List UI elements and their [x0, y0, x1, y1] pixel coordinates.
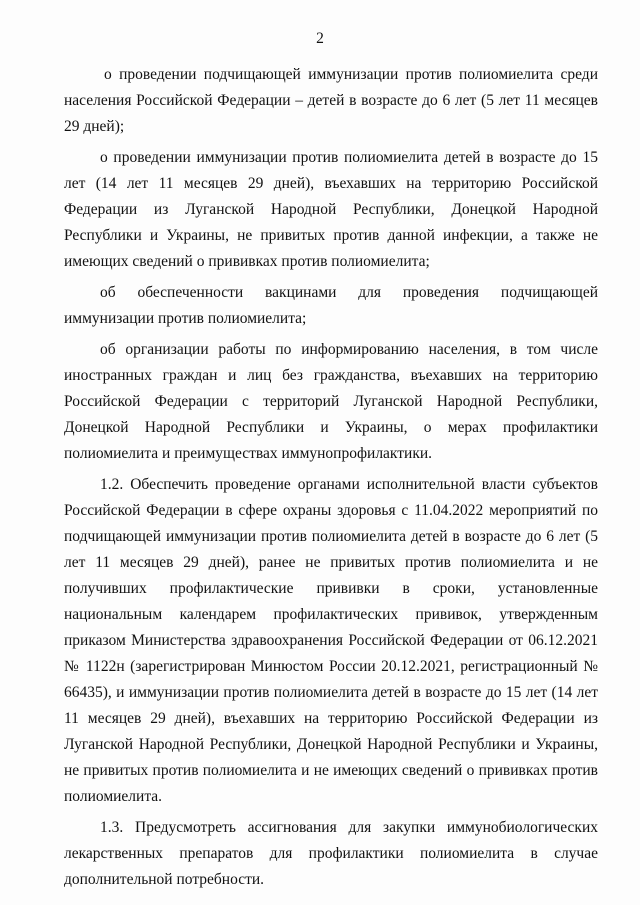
paragraph-vaccine-supply: об обеспеченности вакцинами для проведения подчищающей иммунизации против полиомиелита;: [64, 284, 598, 327]
paragraph-clause-1-2: 1.2. Обеспечить проведение органами исполнительной власти субъектов Российской Федерации в сфере охраны здоровья с 11.04.2022 мероприятий по подчищающей иммунизации против полиомиелита детей в возрасте до 6 лет (5 лет 11 месяцев 29 дней), ранее не привитых против полиомиелита и не получивших профилактические прививки в сроки, установленные национальным календарем профилактических прививок, утвержденным приказом Министерства здравоохранения Российской Федерации от 06.12.2021 № 1122н (зарегистрирован Минюстом России 20.12.2021, регистрационный № 66435), и иммунизации против полиомиелита детей в возрасте до 15 лет (14 лет 11 месяцев 29 дней), въехавших на территорию Российской Федерации из Луганской Народной Республики, Донецкой Народной Республики и Украины, не привитых против полиомиелита и не имеющих сведений о прививках против полиомиелита.: [64, 476, 598, 805]
paragraph-public-information: об организации работы по информированию населения, в том числе иностранных граждан и лиц без гражданства, въехавших на территорию Российской Федерации с территорий Луганской Народной Республики, Донецкой Народной Республики и Украины, о мерах профилактики полиомиелита и преимуществах иммунопрофилактики.: [64, 341, 598, 462]
document-body: [64, 62, 598, 898]
paragraph-immunization-arrivals: о проведении иммунизации против полиомиелита детей в возрасте до 15 лет (14 лет 11 месяцев 29 дней), въехавших на территорию Российской Федерации из Луганской Народной Республики, Донецкой Народной Республики и Украины, не привитых против данной инфекции, а также не имеющих сведений о прививках против полиомиелита;: [64, 149, 598, 270]
paragraph-clause-1-3: 1.3. Предусмотреть ассигнования для закупки иммунобиологических лекарственных препаратов для профилактики полиомиелита в случае дополнительной потребности.: [64, 819, 598, 888]
paragraph-booster-immunization: о проведении подчищающей иммунизации против полиомиелита среди населения Российской Федерации – детей в возрасте до 6 лет (5 лет 11 месяцев 29 дней);: [64, 66, 598, 135]
page-number: 2: [316, 30, 324, 47]
